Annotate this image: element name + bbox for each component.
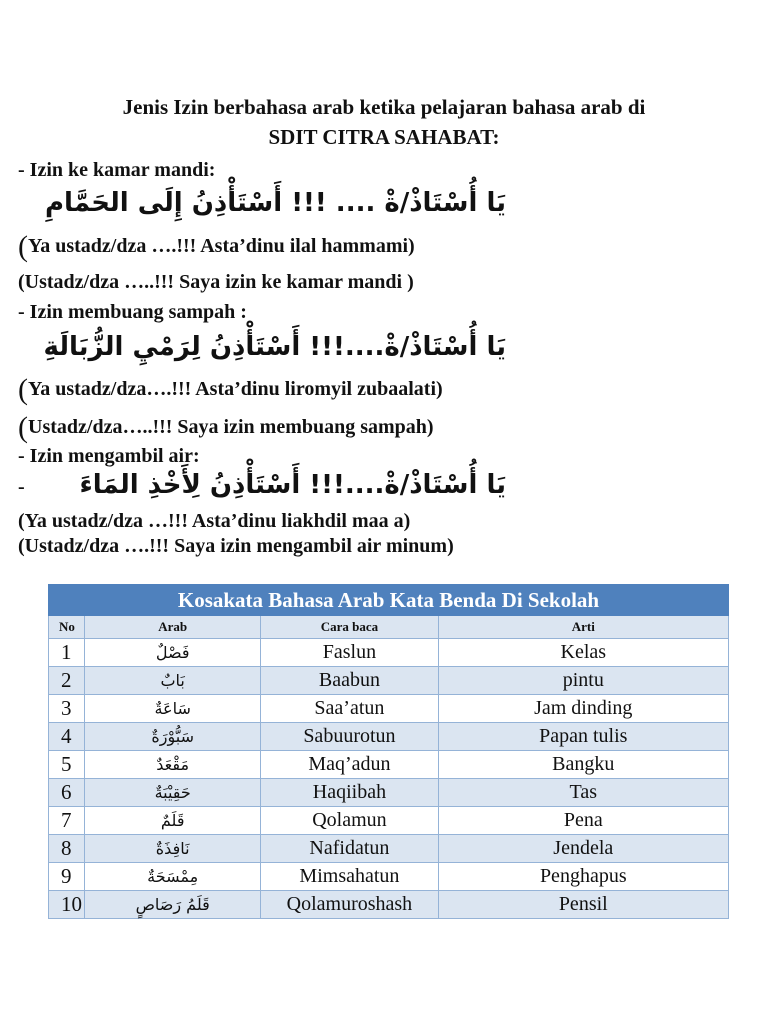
cell-cara-baca: Qolamuroshash <box>261 891 438 919</box>
cell-no: 7 <box>49 807 85 835</box>
translit-water: (Ya ustadz/dza …!!! Asta’dinu liakhdil maa a) <box>18 510 411 532</box>
translation-water: (Ustadz/dza ….!!! Saya izin mengambil air minum) <box>18 535 454 557</box>
cell-arab: مَقْعَدٌ <box>85 751 261 779</box>
cell-arti: Papan tulis <box>438 723 728 751</box>
cell-no: 3 <box>49 695 85 723</box>
cell-cara-baca: Mimsahatun <box>261 863 438 891</box>
cell-cara-baca: Maq’adun <box>261 751 438 779</box>
cell-arab: سَاعَةٌ <box>85 695 261 723</box>
table-row <box>49 639 729 667</box>
cell-cara-baca: Saa’atun <box>261 695 438 723</box>
translit-trash-text: Ya ustadz/dza….!!! Asta’dinu liromyil zubaalati) <box>28 378 443 400</box>
col-header-arab: Arab <box>85 616 261 639</box>
table-row <box>49 835 729 863</box>
cell-cara-baca: Faslun <box>261 639 438 667</box>
cell-arti: Pensil <box>438 891 728 919</box>
translit-trash: (Ya ustadz/dza….!!! Asta’dinu liromyil zubaalati) <box>18 373 443 406</box>
arabic-phrase-water: يَا أُسْتَاذْ/ةْ....!!! أَسْتَأْذِنُ لِأَخْذِ المَاءَ <box>79 470 506 500</box>
cell-arab: قَلَمٌ <box>85 807 261 835</box>
cell-arab: مِمْسَحَةٌ <box>85 863 261 891</box>
document-title-line2: SDIT CITRA SAHABAT: <box>268 125 500 149</box>
cell-arti: Pena <box>438 807 728 835</box>
table-row <box>49 723 729 751</box>
arabic-phrase-trash: يَا أُسْتَاذْ/ةْ....!!! أَسْتَأْذِنُ لِرَمْيِ الزُّبَالَةِ <box>43 332 506 362</box>
cell-no: 8 <box>49 835 85 863</box>
table-row <box>49 695 729 723</box>
cell-arab: سَبُّوْرَةٌ <box>85 723 261 751</box>
translation-trash: (Ustadz/dza…..!!! Saya izin membuang sampah) <box>18 411 434 444</box>
cell-no: 4 <box>49 723 85 751</box>
col-header-arti: Arti <box>438 616 728 639</box>
table-row <box>49 891 729 919</box>
cell-cara-baca: Sabuurotun <box>261 723 438 751</box>
cell-arti: Penghapus <box>438 863 728 891</box>
cell-arab: بَابٌ <box>85 667 261 695</box>
cell-no: 2 <box>49 667 85 695</box>
cell-arti: Tas <box>438 779 728 807</box>
dash-marker: - <box>18 476 25 498</box>
cell-arti: Bangku <box>438 751 728 779</box>
vocab-table <box>48 584 729 919</box>
cell-cara-baca: Nafidatun <box>261 835 438 863</box>
vocab-table-caption: Kosakata Bahasa Arab Kata Benda Di Sekolah <box>49 585 729 616</box>
table-row <box>49 667 729 695</box>
section-heading-water: - Izin mengambil air: <box>18 445 200 467</box>
translation-trash-text: Ustadz/dza…..!!! Saya izin membuang sampah) <box>28 416 434 438</box>
cell-no: 6 <box>49 779 85 807</box>
document-title-line1: Jenis Izin berbahasa arab ketika pelajaran bahasa arab di <box>122 95 646 119</box>
section-heading-trash: - Izin membuang sampah : <box>18 301 247 323</box>
cell-cara-baca: Qolamun <box>261 807 438 835</box>
cell-arti: pintu <box>438 667 728 695</box>
cell-arab: فَصْلٌ <box>85 639 261 667</box>
cell-no: 1 <box>49 639 85 667</box>
translation-bathroom: (Ustadz/dza …..!!! Saya izin ke kamar mandi ) <box>18 271 414 293</box>
cell-arab: نَافِذَةٌ <box>85 835 261 863</box>
cell-arab: حَقِيْبَةٌ <box>85 779 261 807</box>
cell-no: 10 <box>49 891 85 919</box>
table-row <box>49 751 729 779</box>
arabic-phrase-bathroom: يَا أُسْتَاذْ/ةْ .... !!! أَسْتَأْذِنُ إِلَى الحَمَّامِ <box>45 188 506 218</box>
cell-arti: Jam dinding <box>438 695 728 723</box>
cell-no: 5 <box>49 751 85 779</box>
col-header-cara-baca: Cara baca <box>261 616 438 639</box>
cell-cara-baca: Baabun <box>261 667 438 695</box>
cell-arti: Jendela <box>438 835 728 863</box>
table-row <box>49 807 729 835</box>
col-header-no: No <box>49 616 85 639</box>
cell-arab: قَلَمُ رَصَاصٍ <box>85 891 261 919</box>
cell-cara-baca: Haqiibah <box>261 779 438 807</box>
section-heading-bathroom: - Izin ke kamar mandi: <box>18 159 216 181</box>
translit-bathroom: (Ya ustadz/dza ….!!! Asta’dinu ilal hammami) <box>18 230 415 263</box>
cell-no: 9 <box>49 863 85 891</box>
table-row <box>49 863 729 891</box>
cell-arti: Kelas <box>438 639 728 667</box>
translit-bathroom-text: Ya ustadz/dza ….!!! Asta’dinu ilal hammami) <box>28 235 415 257</box>
table-row <box>49 779 729 807</box>
